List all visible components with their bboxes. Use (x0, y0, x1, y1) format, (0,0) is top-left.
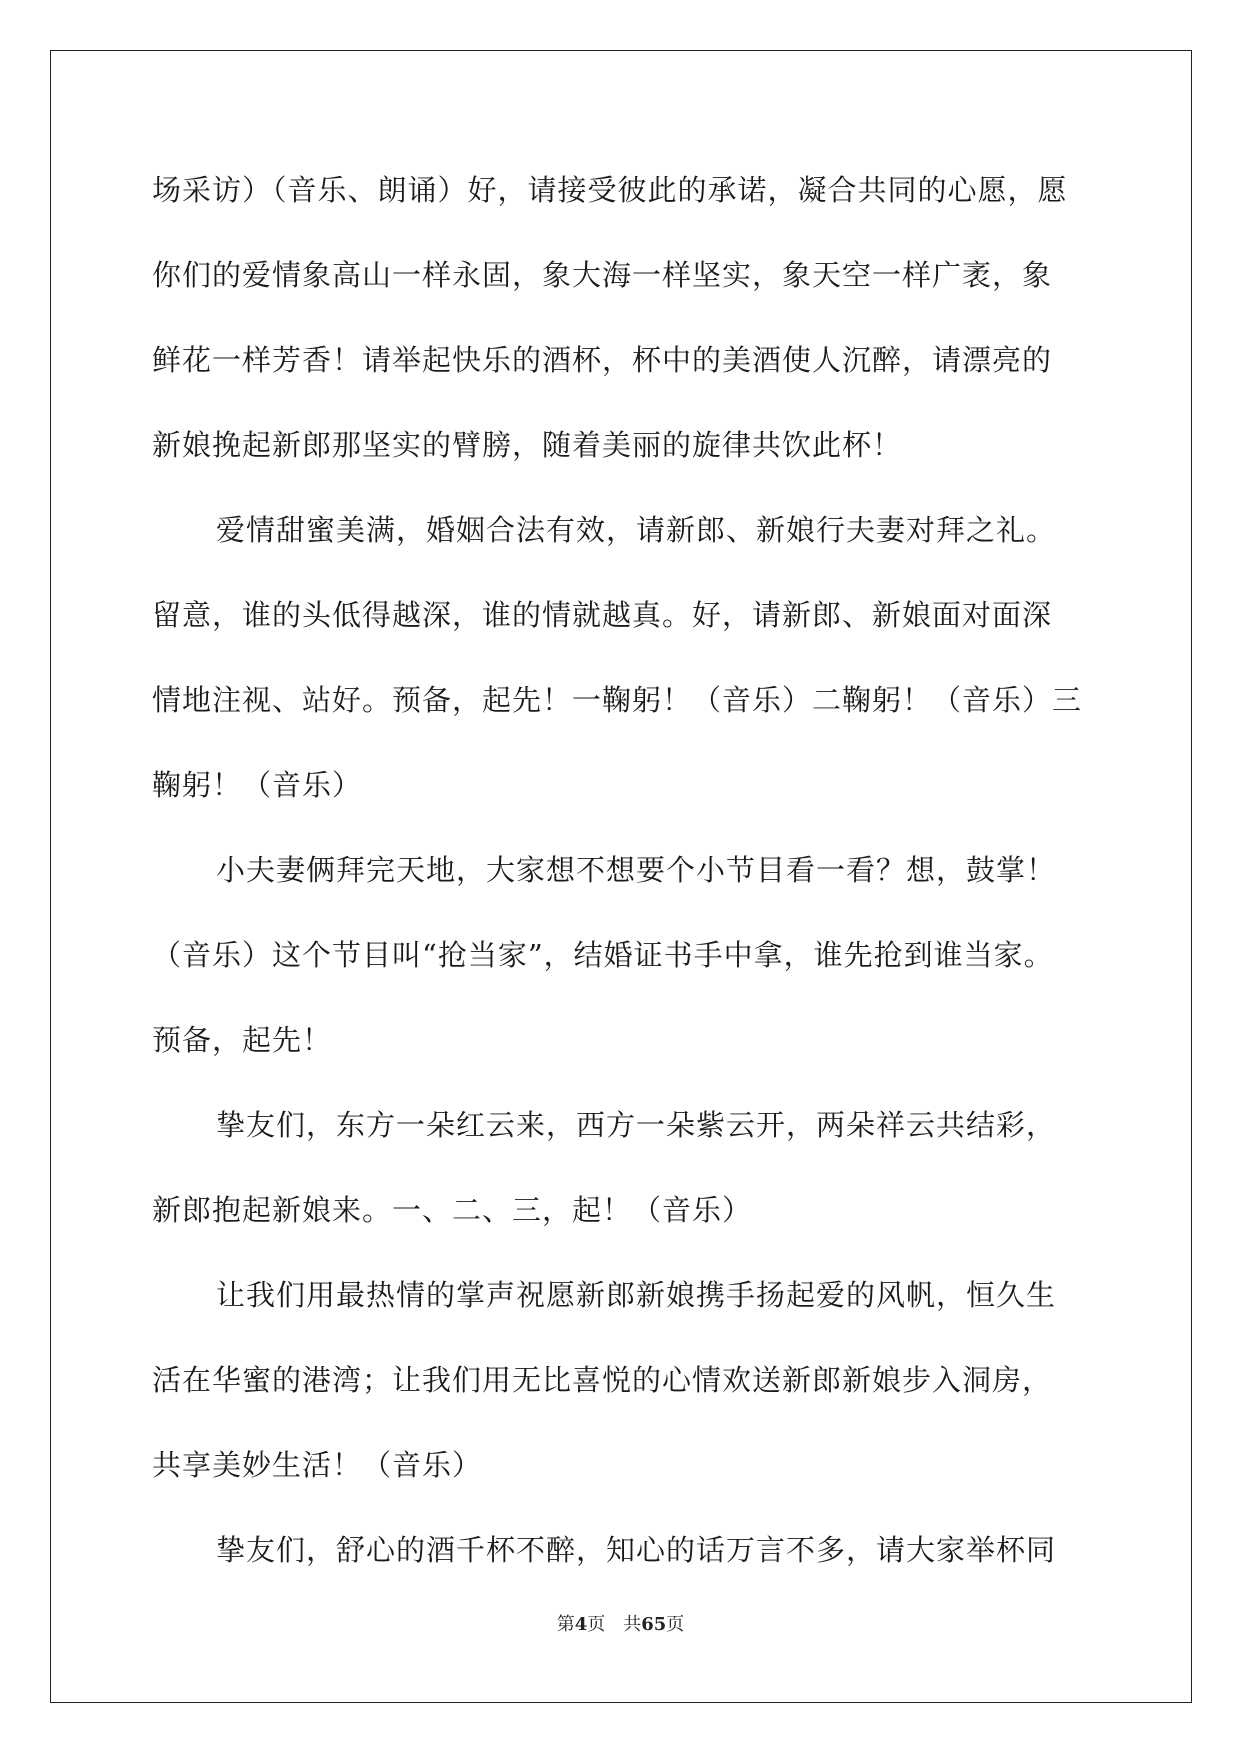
total-pages: 65 (641, 1614, 667, 1635)
total-suffix: 页 (666, 1614, 685, 1635)
text-line: 让我们用最热情的掌声祝愿新郎新娘携手扬起爱的风帆，恒久生 (216, 1278, 1057, 1312)
text-line: 预备，起先！ (152, 1023, 333, 1057)
text-line: 新娘挽起新郎那坚实的臂膀，随着美丽的旋律共饮此杯！ (152, 428, 903, 462)
text-line: 挚友们，东方一朵红云来，西方一朵紫云开，两朵祥云共结彩， (216, 1108, 1057, 1142)
text-line: 留意，谁的头低得越深，谁的情就越真。好，请新郎、新娘面对面深 (152, 598, 1053, 632)
text-line: 鞠躬！（音乐） (152, 768, 363, 802)
text-line: 活在华蜜的港湾；让我们用无比喜悦的心情欢送新郎新娘步入洞房， (152, 1363, 1053, 1397)
total-prefix: 共 (623, 1614, 642, 1635)
text-line: 小夫妻俩拜完天地，大家想不想要个小节目看一看？想，鼓掌！ (216, 853, 1057, 887)
text-line: 鲜花一样芳香！请举起快乐的酒杯，杯中的美酒使人沉醉，请漂亮的 (152, 343, 1053, 377)
text-line: 情地注视、站好。预备，起先！一鞠躬！（音乐）二鞠躬！（音乐）三 (152, 683, 1083, 717)
page-number: 4 (574, 1614, 588, 1635)
text-line: （音乐）这个节目叫“抢当家”，结婚证书手中拿，谁先抢到谁当家。 (152, 938, 1054, 972)
page-prefix: 第 (556, 1614, 575, 1635)
text-line: 爱情甜蜜美满，婚姻合法有效，请新郎、新娘行夫妻对拜之礼。 (216, 513, 1057, 547)
text-line: 你们的爱情象高山一样永固，象大海一样坚实，象天空一样广袤，象 (152, 258, 1053, 292)
text-line: 共享美妙生活！（音乐） (152, 1448, 483, 1482)
text-line: 场采访）（音乐、朗诵）好，请接受彼此的承诺，凝合共同的心愿，愿 (152, 173, 1068, 207)
page-suffix: 页 (587, 1614, 606, 1635)
text-line: 新郎抱起新娘来。一、二、三，起！（音乐） (152, 1193, 753, 1227)
page-footer (0, 1610, 1241, 1636)
text-line: 挚友们，舒心的酒千杯不醉，知心的话万言不多，请大家举杯同 (216, 1533, 1057, 1567)
